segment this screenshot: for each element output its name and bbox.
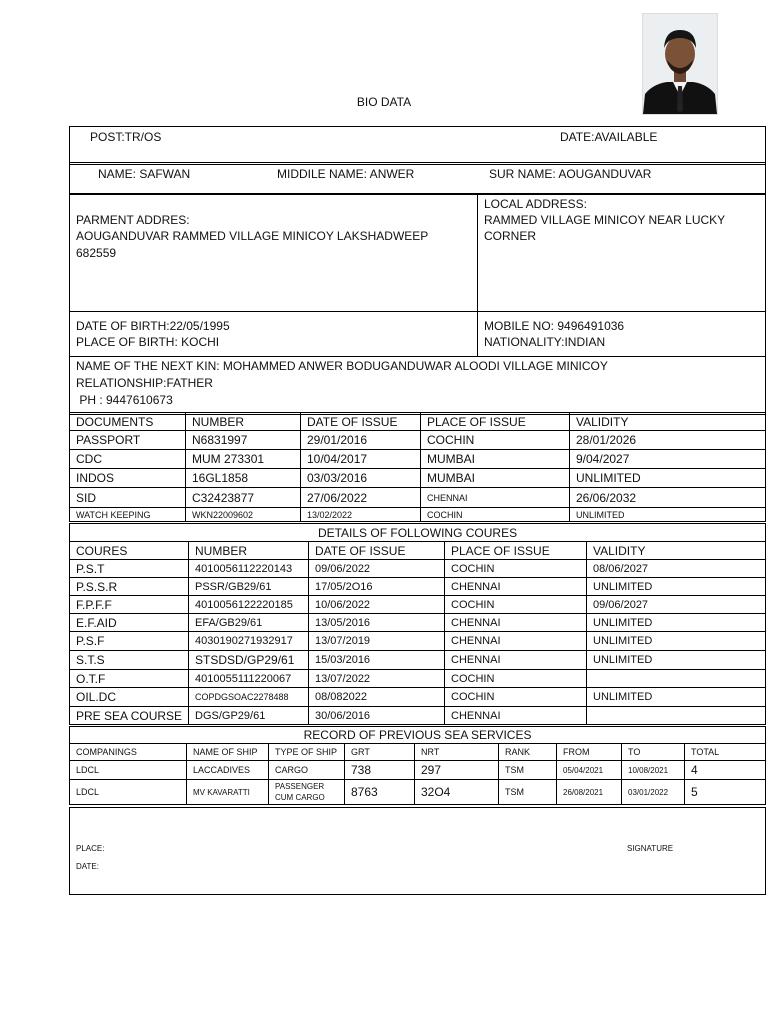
courses-title: DETAILS OF FOLLOWING COURES xyxy=(70,524,766,542)
middle-name: MIDDILE NAME: ANWER xyxy=(277,167,415,181)
post-date-row xyxy=(69,126,766,165)
post-field: POST:TR/OS xyxy=(90,130,162,144)
table-row: SID C32423877 27/06/2022 CHENNAI 26/06/2032 xyxy=(70,488,766,508)
name-row xyxy=(69,162,766,195)
address-table xyxy=(69,193,766,357)
courses-table xyxy=(69,523,766,725)
sea-service-table xyxy=(69,726,766,805)
document-title: BIO DATA xyxy=(356,95,412,109)
place-label: PLACE: xyxy=(76,844,105,853)
table-row: OIL.DC COPDGSOAC2278488 08/082022 COCHIN UNLIMITED xyxy=(70,688,766,707)
permanent-address: PARMENT ADDRES: AOUGANDUVAR RAMMED VILLAGE MINICOY LAKSHADWEEP 682559 xyxy=(70,194,478,312)
table-row: P.S.F 4030190271932917 13/07/2019 CHENNAI UNLIMITED xyxy=(70,632,766,651)
date-label: DATE: xyxy=(76,862,99,871)
table-row: S.T.S STSDSD/GP29/61 15/03/2016 CHENNAI UNLIMITED xyxy=(70,651,766,670)
table-row: WATCH KEEPING WKN22009602 13/02/2022 COCHIN UNLIMITED xyxy=(70,508,766,522)
contact-details: MOBILE NO: 9496491036 NATIONALITY:INDIAN xyxy=(478,312,766,357)
table-row: CDC MUM 273301 10/04/2017 MUMBAI 9/04/2027 xyxy=(70,450,766,469)
signature-label: SIGNATURE xyxy=(627,844,674,853)
sea-service-title: RECORD OF PREVIOUS SEA SERVICES xyxy=(70,727,766,744)
first-name: NAME: SAFWAN xyxy=(98,167,191,181)
table-row: P.S.S.R PSSR/GB29/61 17/05/2O16 CHENNAI UNLIMITED xyxy=(70,578,766,596)
documents-table xyxy=(69,412,766,522)
table-row: INDOS 16GL1858 03/03/2016 MUMBAI UNLIMITED xyxy=(70,469,766,488)
sea-service-header-row: COMPANINGS NAME OF SHIP TYPE OF SHIP GRT NRT RANK FROM TO TOTAL xyxy=(70,744,766,761)
date-field: DATE:AVAILABLE xyxy=(560,130,658,144)
local-address: LOCAL ADDRESS: RAMMED VILLAGE MINICOY NEAR LUCKY CORNER xyxy=(478,194,766,312)
table-row: O.T.F 4010055111220067 13/07/2022 COCHIN xyxy=(70,670,766,688)
next-of-kin: NAME OF THE NEXT KIN: MOHAMMED ANWER BODUGANDUWAR ALOODI VILLAGE MINICOY RELATIONSHIP:FATHER PH : 9447610673 xyxy=(69,356,766,415)
table-row: PRE SEA COURSE DGS/GP29/61 30/06/2016 CHENNAI xyxy=(70,707,766,725)
table-row: LDCL LACCADIVES CARGO 738 297 TSM 05/04/2021 10/08/2021 4 xyxy=(70,761,766,780)
table-row: F.P.F.F 4010056122220185 10/06/2022 COCHIN 09/06/2027 xyxy=(70,596,766,614)
table-row: E.F.AID EFA/GB29/61 13/05/2016 CHENNAI UNLIMITED xyxy=(70,614,766,632)
signature-section xyxy=(69,807,766,895)
documents-header-row: DOCUMENTS NUMBER DATE OF ISSUE PLACE OF ISSUE VALIDITY xyxy=(70,413,766,431)
birth-details: DATE OF BIRTH:22/05/1995 PLACE OF BIRTH: KOCHI xyxy=(70,312,478,357)
courses-header-row: COURES NUMBER DATE OF ISSUE PLACE OF ISSUE VALIDITY xyxy=(70,542,766,560)
surname: SUR NAME: AOUGANDUVAR xyxy=(489,167,652,181)
table-row: P.S.T 4010056112220143 09/06/2022 COCHIN 08/06/2027 xyxy=(70,560,766,578)
table-row: LDCL MV KAVARATTI PASSENGER CUM CARGO 8763 32O4 TSM 26/08/2021 03/01/2022 5 xyxy=(70,780,766,805)
table-row: PASSPORT N6831997 29/01/2016 COCHIN 28/01/2026 xyxy=(70,431,766,450)
